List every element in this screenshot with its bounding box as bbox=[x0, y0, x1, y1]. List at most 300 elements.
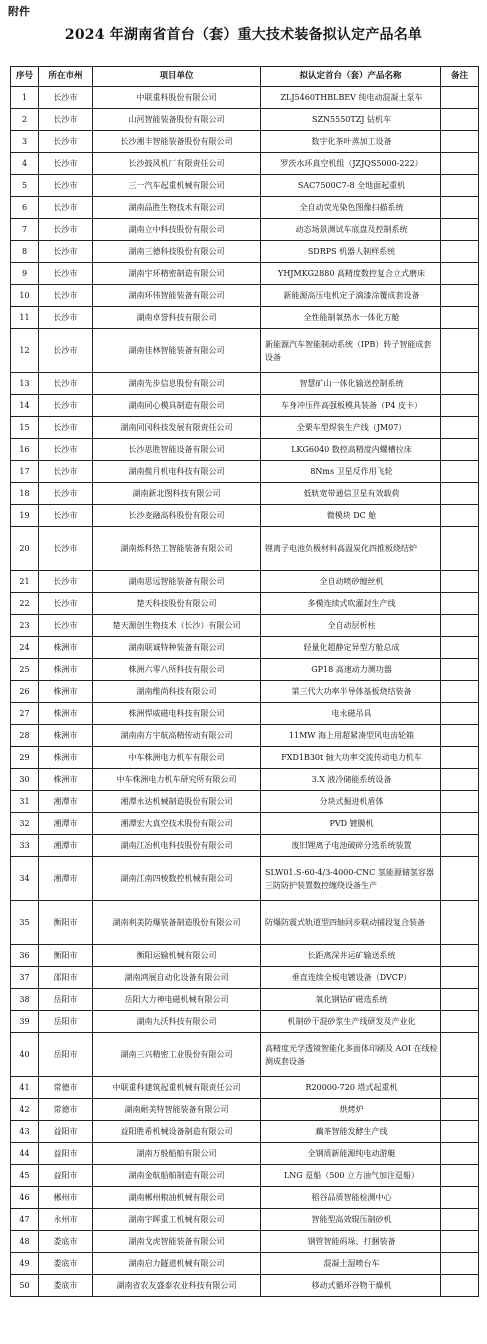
cell-product: SLW01.S-60-4/3-4000-CNC 氢能源储氢容器三防防护装置数控缠绕设备生产 bbox=[261, 857, 441, 901]
cell-product: 低轨宽带通信卫星有效载荷 bbox=[261, 483, 441, 505]
cell-no: 18 bbox=[11, 483, 39, 505]
cell-city: 衡阳市 bbox=[39, 945, 93, 967]
cell-no: 14 bbox=[11, 395, 39, 417]
cell-note bbox=[441, 329, 479, 373]
table-row bbox=[11, 483, 479, 505]
cell-no: 9 bbox=[11, 263, 39, 285]
cell-note bbox=[441, 1165, 479, 1187]
cell-city: 长沙市 bbox=[39, 175, 93, 197]
table-row bbox=[11, 153, 479, 175]
cell-note bbox=[441, 681, 479, 703]
cell-city: 岳阳市 bbox=[39, 1011, 93, 1033]
cell-no: 50 bbox=[11, 1275, 39, 1297]
cell-org: 长沙思胜智能设备有限公司 bbox=[93, 439, 261, 461]
cell-note bbox=[441, 1209, 479, 1231]
cell-org: 湖南揽月机电科技有限公司 bbox=[93, 461, 261, 483]
cell-no: 19 bbox=[11, 505, 39, 527]
cell-note bbox=[441, 439, 479, 461]
cell-product: R20000-720 塔式起重机 bbox=[261, 1077, 441, 1099]
cell-no: 8 bbox=[11, 241, 39, 263]
cell-city: 邵阳市 bbox=[39, 967, 93, 989]
cell-note bbox=[441, 527, 479, 571]
cell-city: 长沙市 bbox=[39, 153, 93, 175]
cell-product: 新能源汽车智能制动系统（IPB）转子智能成套设备 bbox=[261, 329, 441, 373]
cell-city: 岳阳市 bbox=[39, 1033, 93, 1077]
cell-note bbox=[441, 1143, 479, 1165]
cell-no: 37 bbox=[11, 967, 39, 989]
table-header-row bbox=[11, 67, 479, 87]
cell-city: 常德市 bbox=[39, 1099, 93, 1121]
cell-no: 3 bbox=[11, 131, 39, 153]
cell-org: 岳阳大力神电磁机械有限公司 bbox=[93, 989, 261, 1011]
cell-org: 湘潭永达机械制造股份有限公司 bbox=[93, 791, 261, 813]
table-row bbox=[11, 703, 479, 725]
cell-no: 48 bbox=[11, 1231, 39, 1253]
cell-no: 43 bbox=[11, 1121, 39, 1143]
table-row bbox=[11, 967, 479, 989]
cell-note bbox=[441, 1099, 479, 1121]
table-row bbox=[11, 1187, 479, 1209]
cell-city: 长沙市 bbox=[39, 241, 93, 263]
cell-org: 湖南万般船舶有限公司 bbox=[93, 1143, 261, 1165]
cell-note bbox=[441, 659, 479, 681]
cell-org: 湖南江南四棱数控机械有限公司 bbox=[93, 857, 261, 901]
attachment-label: 附件 bbox=[8, 5, 30, 18]
cell-product: 垂直连续全板电镀设备（DVCP） bbox=[261, 967, 441, 989]
cell-note bbox=[441, 285, 479, 307]
cell-no: 49 bbox=[11, 1253, 39, 1275]
header-city: 所在市州 bbox=[39, 67, 93, 87]
cell-city: 益阳市 bbox=[39, 1143, 93, 1165]
product-list-table bbox=[10, 66, 479, 1297]
cell-product: LKG6040 数控高精度内螺槽拉床 bbox=[261, 439, 441, 461]
table-row bbox=[11, 373, 479, 395]
cell-product: 全栗车型焊装生产线（JM07） bbox=[261, 417, 441, 439]
cell-org: 益阳胜希机械设备制造有限公司 bbox=[93, 1121, 261, 1143]
cell-product: SAC7500C7-8 全地面起重机 bbox=[261, 175, 441, 197]
table-row bbox=[11, 131, 479, 153]
cell-no: 26 bbox=[11, 681, 39, 703]
cell-note bbox=[441, 153, 479, 175]
cell-city: 益阳市 bbox=[39, 1165, 93, 1187]
cell-product: 智能型高效辊压制砂机 bbox=[261, 1209, 441, 1231]
cell-org: 湖南新北图科技有限公司 bbox=[93, 483, 261, 505]
cell-city: 长沙市 bbox=[39, 417, 93, 439]
cell-product: 废旧锂离子电池破碎分选系统装置 bbox=[261, 835, 441, 857]
cell-org: 湖南郴州粮油机械有限公司 bbox=[93, 1187, 261, 1209]
cell-note bbox=[441, 1033, 479, 1077]
cell-note bbox=[441, 417, 479, 439]
cell-no: 23 bbox=[11, 615, 39, 637]
cell-no: 13 bbox=[11, 373, 39, 395]
table-row bbox=[11, 901, 479, 945]
cell-note bbox=[441, 1275, 479, 1297]
cell-note bbox=[441, 483, 479, 505]
cell-city: 长沙市 bbox=[39, 571, 93, 593]
cell-no: 2 bbox=[11, 109, 39, 131]
cell-product: LNG 趸船（500 立方油气加注趸船） bbox=[261, 1165, 441, 1187]
cell-org: 湖南九沃科技有限公司 bbox=[93, 1011, 261, 1033]
cell-org: 湖南联诚特种装备有限公司 bbox=[93, 637, 261, 659]
table-row bbox=[11, 1275, 479, 1297]
cell-product: 智慧矿山一体化输送控制系统 bbox=[261, 373, 441, 395]
cell-note bbox=[441, 307, 479, 329]
table-row bbox=[11, 659, 479, 681]
cell-city: 常德市 bbox=[39, 1077, 93, 1099]
table-row bbox=[11, 1077, 479, 1099]
table-row bbox=[11, 1011, 479, 1033]
table-row bbox=[11, 417, 479, 439]
cell-product: 长距离深井运矿输送系统 bbox=[261, 945, 441, 967]
table-row bbox=[11, 637, 479, 659]
cell-city: 益阳市 bbox=[39, 1121, 93, 1143]
cell-city: 长沙市 bbox=[39, 527, 93, 571]
header-org: 项目单位 bbox=[93, 67, 261, 87]
table-row bbox=[11, 109, 479, 131]
cell-city: 株洲市 bbox=[39, 769, 93, 791]
cell-org: 楚天源创生物技术（长沙）有限公司 bbox=[93, 615, 261, 637]
cell-product: GP18 高速动力测功器 bbox=[261, 659, 441, 681]
table-row bbox=[11, 681, 479, 703]
cell-product: 全钢质新能源纯电动游艇 bbox=[261, 1143, 441, 1165]
cell-note bbox=[441, 571, 479, 593]
cell-org: 湖南宇环精密制造有限公司 bbox=[93, 263, 261, 285]
cell-note bbox=[441, 615, 479, 637]
cell-no: 33 bbox=[11, 835, 39, 857]
table-row bbox=[11, 1209, 479, 1231]
table-body bbox=[11, 87, 479, 1297]
cell-org: 湖南先步信息股份有限公司 bbox=[93, 373, 261, 395]
cell-org: 湖南环伟智能装备有限公司 bbox=[93, 285, 261, 307]
cell-city: 长沙市 bbox=[39, 109, 93, 131]
cell-city: 湘潭市 bbox=[39, 791, 93, 813]
cell-product: 全性能制氧热水一体化方舱 bbox=[261, 307, 441, 329]
cell-no: 41 bbox=[11, 1077, 39, 1099]
cell-org: 山河智能装备股份有限公司 bbox=[93, 109, 261, 131]
cell-org: 三一汽车起重机械有限公司 bbox=[93, 175, 261, 197]
cell-note bbox=[441, 197, 479, 219]
cell-org: 湖南利美防爆装备制造股份有限公司 bbox=[93, 901, 261, 945]
cell-city: 长沙市 bbox=[39, 87, 93, 109]
cell-city: 长沙市 bbox=[39, 593, 93, 615]
cell-city: 岳阳市 bbox=[39, 989, 93, 1011]
cell-org: 湘潭宏大真空技术股份有限公司 bbox=[93, 813, 261, 835]
cell-product: 稻谷品质智能检测中心 bbox=[261, 1187, 441, 1209]
cell-product: 移动式循环谷物干燥机 bbox=[261, 1275, 441, 1297]
table-row bbox=[11, 813, 479, 835]
cell-no: 32 bbox=[11, 813, 39, 835]
cell-city: 长沙市 bbox=[39, 329, 93, 373]
cell-org: 湖南耐美特智能装备有限公司 bbox=[93, 1099, 261, 1121]
cell-no: 36 bbox=[11, 945, 39, 967]
cell-product: 第三代大功率半导体基板烧结装备 bbox=[261, 681, 441, 703]
table-row bbox=[11, 263, 479, 285]
cell-org: 湖南佳林智能装备有限公司 bbox=[93, 329, 261, 373]
cell-org: 衡阳运输机械有限公司 bbox=[93, 945, 261, 967]
cell-org: 湖南南方宇航高精传动有限公司 bbox=[93, 725, 261, 747]
cell-no: 34 bbox=[11, 857, 39, 901]
table-row bbox=[11, 527, 479, 571]
cell-no: 39 bbox=[11, 1011, 39, 1033]
cell-product: 罗茨水环真空机组（JZJQS5000-222） bbox=[261, 153, 441, 175]
cell-org: 湖南省农友盛泰农业科技有限公司 bbox=[93, 1275, 261, 1297]
cell-product: 新能源高压电机定子滴漆涂覆成套设备 bbox=[261, 285, 441, 307]
table-row bbox=[11, 835, 479, 857]
cell-product: 车身冲压件高强板模具装备（P4 皮卡） bbox=[261, 395, 441, 417]
cell-city: 长沙市 bbox=[39, 285, 93, 307]
cell-org: 湖南启力隧道机械有限公司 bbox=[93, 1253, 261, 1275]
cell-org: 湖南品胜生物技术有限公司 bbox=[93, 197, 261, 219]
cell-product: 混凝土湿喷台车 bbox=[261, 1253, 441, 1275]
cell-no: 30 bbox=[11, 769, 39, 791]
cell-no: 6 bbox=[11, 197, 39, 219]
cell-product: 数字化茶叶蒸加工设备 bbox=[261, 131, 441, 153]
cell-product: 8Nms 卫星反作用飞轮 bbox=[261, 461, 441, 483]
cell-org: 湖南金航船舶制造有限公司 bbox=[93, 1165, 261, 1187]
cell-note bbox=[441, 901, 479, 945]
cell-note bbox=[441, 593, 479, 615]
cell-product: FXD1B30t 轴大功率交流传动电力机车 bbox=[261, 747, 441, 769]
document-title: 2024 年湖南省首台（套）重大技术装备拟认定产品名单 bbox=[64, 27, 423, 43]
cell-product: 全自动喷砂缠丝机 bbox=[261, 571, 441, 593]
table-row bbox=[11, 1253, 479, 1275]
cell-city: 长沙市 bbox=[39, 505, 93, 527]
cell-note bbox=[441, 703, 479, 725]
cell-city: 长沙市 bbox=[39, 395, 93, 417]
cell-no: 12 bbox=[11, 329, 39, 373]
table-row bbox=[11, 329, 479, 373]
table-row bbox=[11, 747, 479, 769]
cell-product: 动态场景测试车底盘及控制系统 bbox=[261, 219, 441, 241]
table-row bbox=[11, 395, 479, 417]
cell-city: 衡阳市 bbox=[39, 901, 93, 945]
cell-city: 株洲市 bbox=[39, 725, 93, 747]
table-row bbox=[11, 307, 479, 329]
cell-product: 钢管智能码垛、打捆装备 bbox=[261, 1231, 441, 1253]
cell-note bbox=[441, 835, 479, 857]
cell-product: PVD 镀膜机 bbox=[261, 813, 441, 835]
cell-no: 22 bbox=[11, 593, 39, 615]
cell-city: 株洲市 bbox=[39, 659, 93, 681]
cell-org: 株洲悍威磁电科技有限公司 bbox=[93, 703, 261, 725]
cell-product: SZN5550TZJ 钻机车 bbox=[261, 109, 441, 131]
cell-note bbox=[441, 87, 479, 109]
table-row bbox=[11, 241, 479, 263]
cell-city: 长沙市 bbox=[39, 483, 93, 505]
cell-no: 29 bbox=[11, 747, 39, 769]
cell-city: 娄底市 bbox=[39, 1231, 93, 1253]
table-row bbox=[11, 1121, 479, 1143]
table-row bbox=[11, 571, 479, 593]
cell-city: 长沙市 bbox=[39, 373, 93, 395]
cell-product: 多模连续式吹灌封生产线 bbox=[261, 593, 441, 615]
cell-org: 中车株洲电力机车研究所有限公司 bbox=[93, 769, 261, 791]
table-row bbox=[11, 615, 479, 637]
cell-org: 株洲六零八所科技有限公司 bbox=[93, 659, 261, 681]
table-row bbox=[11, 285, 479, 307]
cell-no: 45 bbox=[11, 1165, 39, 1187]
cell-note bbox=[441, 813, 479, 835]
table-row bbox=[11, 1165, 479, 1187]
table-row bbox=[11, 175, 479, 197]
cell-org: 中联重科建筑起重机械有限责任公司 bbox=[93, 1077, 261, 1099]
cell-note bbox=[441, 967, 479, 989]
cell-org: 湖南维尚科技有限公司 bbox=[93, 681, 261, 703]
cell-product: 11MW 海上用超紧凑型风电齿轮箱 bbox=[261, 725, 441, 747]
cell-org: 中车株洲电力机车有限公司 bbox=[93, 747, 261, 769]
cell-product: 全自动荧光染色图像扫描系统 bbox=[261, 197, 441, 219]
cell-org: 湖南三德科技股份有限公司 bbox=[93, 241, 261, 263]
cell-note bbox=[441, 769, 479, 791]
cell-city: 湘潭市 bbox=[39, 835, 93, 857]
cell-city: 郴州市 bbox=[39, 1187, 93, 1209]
cell-city: 长沙市 bbox=[39, 197, 93, 219]
cell-note bbox=[441, 945, 479, 967]
cell-note bbox=[441, 725, 479, 747]
cell-city: 娄底市 bbox=[39, 1275, 93, 1297]
cell-org: 湖南烁科热工智能装备有限公司 bbox=[93, 527, 261, 571]
table-row bbox=[11, 1033, 479, 1077]
cell-org: 湖南同冈科技发展有限责任公司 bbox=[93, 417, 261, 439]
cell-org: 长沙麦融高科股份有限公司 bbox=[93, 505, 261, 527]
cell-product: 氧化钢钴矿磁选系统 bbox=[261, 989, 441, 1011]
cell-product: 3.X 液冷储能系统设备 bbox=[261, 769, 441, 791]
cell-note bbox=[441, 109, 479, 131]
cell-no: 47 bbox=[11, 1209, 39, 1231]
cell-org: 长沙鼓风机厂有限责任公司 bbox=[93, 153, 261, 175]
cell-no: 15 bbox=[11, 417, 39, 439]
cell-note bbox=[441, 989, 479, 1011]
cell-product: 机制砂干混砂浆生产线研发及产业化 bbox=[261, 1011, 441, 1033]
cell-note bbox=[441, 131, 479, 153]
cell-no: 10 bbox=[11, 285, 39, 307]
table-row bbox=[11, 593, 479, 615]
cell-product: 微模块 DC 舱 bbox=[261, 505, 441, 527]
cell-no: 35 bbox=[11, 901, 39, 945]
cell-note bbox=[441, 857, 479, 901]
cell-product: 藕茶智能发酵生产线 bbox=[261, 1121, 441, 1143]
table-row bbox=[11, 945, 479, 967]
cell-note bbox=[441, 373, 479, 395]
cell-city: 长沙市 bbox=[39, 439, 93, 461]
cell-note bbox=[441, 1187, 479, 1209]
cell-no: 17 bbox=[11, 461, 39, 483]
cell-no: 7 bbox=[11, 219, 39, 241]
cell-note bbox=[441, 263, 479, 285]
cell-no: 40 bbox=[11, 1033, 39, 1077]
cell-product: 高精度光学透镜智能化多面体印刷及 AOI 在线检测成套设备 bbox=[261, 1033, 441, 1077]
cell-note bbox=[441, 637, 479, 659]
table-row bbox=[11, 857, 479, 901]
cell-no: 28 bbox=[11, 725, 39, 747]
cell-org: 湖南同心模具制造有限公司 bbox=[93, 395, 261, 417]
cell-city: 株洲市 bbox=[39, 747, 93, 769]
cell-product: 烘烤炉 bbox=[261, 1099, 441, 1121]
cell-note bbox=[441, 395, 479, 417]
cell-org: 湖南立中科技股份有限公司 bbox=[93, 219, 261, 241]
cell-note bbox=[441, 241, 479, 263]
table-row bbox=[11, 461, 479, 483]
table-row bbox=[11, 219, 479, 241]
cell-no: 46 bbox=[11, 1187, 39, 1209]
cell-product: 锂离子电池负极材料高温炭化四推板烧结炉 bbox=[261, 527, 441, 571]
cell-note bbox=[441, 1077, 479, 1099]
cell-product: 轻量化超静定异型方舱总成 bbox=[261, 637, 441, 659]
cell-no: 24 bbox=[11, 637, 39, 659]
cell-note bbox=[441, 505, 479, 527]
cell-product: ZLJ5460THBLBEV 纯电动混凝土泵车 bbox=[261, 87, 441, 109]
cell-no: 1 bbox=[11, 87, 39, 109]
cell-product: SDRPS 机器人制样系统 bbox=[261, 241, 441, 263]
cell-org: 湖南思远智能装备有限公司 bbox=[93, 571, 261, 593]
cell-no: 31 bbox=[11, 791, 39, 813]
cell-org: 湖南三兴精密工业股份有限公司 bbox=[93, 1033, 261, 1077]
header-note: 备注 bbox=[441, 67, 479, 87]
cell-no: 21 bbox=[11, 571, 39, 593]
cell-city: 长沙市 bbox=[39, 131, 93, 153]
cell-city: 长沙市 bbox=[39, 615, 93, 637]
cell-city: 长沙市 bbox=[39, 461, 93, 483]
cell-city: 湘潭市 bbox=[39, 813, 93, 835]
header-no: 序号 bbox=[11, 67, 39, 87]
cell-org: 长沙湘丰智能装备股份有限公司 bbox=[93, 131, 261, 153]
cell-city: 长沙市 bbox=[39, 263, 93, 285]
cell-note bbox=[441, 1253, 479, 1275]
cell-note bbox=[441, 1231, 479, 1253]
cell-org: 湖南鸿展自动化设备有限公司 bbox=[93, 967, 261, 989]
table-row bbox=[11, 87, 479, 109]
cell-org: 湖南戈虎智能装备有限公司 bbox=[93, 1231, 261, 1253]
cell-note bbox=[441, 791, 479, 813]
cell-org: 湖南卓誉科技有限公司 bbox=[93, 307, 261, 329]
cell-city: 株洲市 bbox=[39, 681, 93, 703]
cell-city: 永州市 bbox=[39, 1209, 93, 1231]
table-row bbox=[11, 505, 479, 527]
cell-note bbox=[441, 1011, 479, 1033]
cell-city: 娄底市 bbox=[39, 1253, 93, 1275]
table-row bbox=[11, 989, 479, 1011]
cell-no: 4 bbox=[11, 153, 39, 175]
table-row bbox=[11, 791, 479, 813]
cell-org: 湖南江冶机电科技股份有限公司 bbox=[93, 835, 261, 857]
cell-note bbox=[441, 461, 479, 483]
cell-product: 防爆防震式轨道型四轴同步联动捕段复合装备 bbox=[261, 901, 441, 945]
header-product: 拟认定首台（套）产品名称 bbox=[261, 67, 441, 87]
cell-no: 44 bbox=[11, 1143, 39, 1165]
cell-no: 16 bbox=[11, 439, 39, 461]
cell-no: 25 bbox=[11, 659, 39, 681]
cell-no: 38 bbox=[11, 989, 39, 1011]
cell-city: 株洲市 bbox=[39, 703, 93, 725]
table-row bbox=[11, 197, 479, 219]
table-row bbox=[11, 725, 479, 747]
table-row bbox=[11, 1231, 479, 1253]
cell-no: 20 bbox=[11, 527, 39, 571]
cell-product: 电永磁吊具 bbox=[261, 703, 441, 725]
cell-product: 分块式掘进机盾体 bbox=[261, 791, 441, 813]
table-row bbox=[11, 439, 479, 461]
cell-no: 42 bbox=[11, 1099, 39, 1121]
table-row bbox=[11, 1143, 479, 1165]
cell-product: YHJMKG2880 高精度数控复合立式磨床 bbox=[261, 263, 441, 285]
cell-note bbox=[441, 1121, 479, 1143]
cell-city: 长沙市 bbox=[39, 219, 93, 241]
table-row bbox=[11, 1099, 479, 1121]
cell-note bbox=[441, 219, 479, 241]
cell-org: 楚天科技股份有限公司 bbox=[93, 593, 261, 615]
cell-note bbox=[441, 747, 479, 769]
cell-no: 11 bbox=[11, 307, 39, 329]
